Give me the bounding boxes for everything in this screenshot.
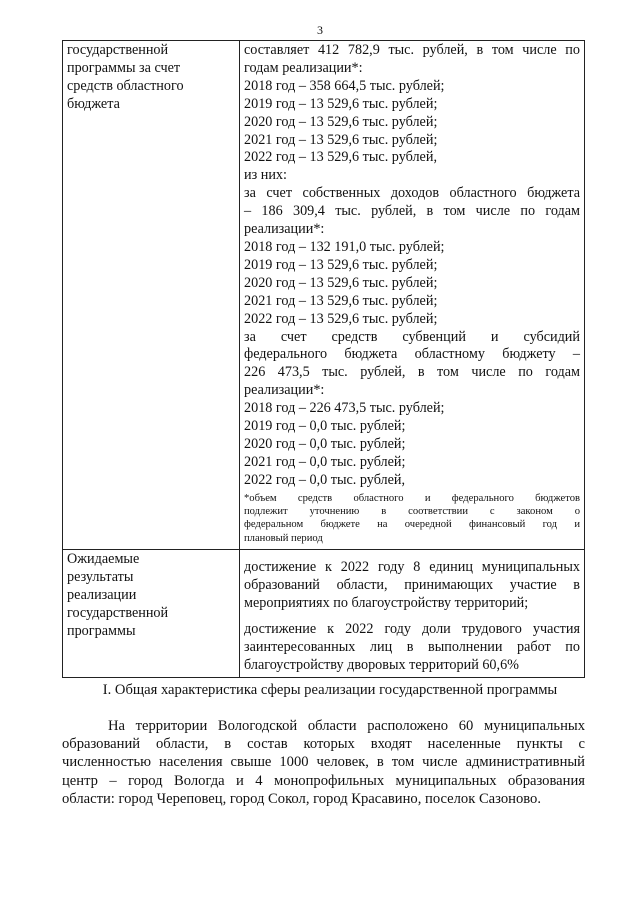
row-value-funding: составляет 412 782,9 тыс. рублей, в том числе по годам реализации*: 2018 год – 358 664,5 тыс. рублей; 2019 год – 13 529,6 тыс. рублей; 2020 год – 13 529,6 тыс. рублей; 2021 год – 13 529,6 тыс. рублей; 2022 год – 13 529,6 тыс. рублей, из них: за счет собственных доходов областного бюджета – 186 309,4 тыс. рублей, в том числе по годам реализации*: 2018 год – 132 191,0 тыс. рублей; 2019 год – 13 529,6 тыс. рублей; 2020 год – 13 529,6 тыс. рублей; 2021 год – 13 529,6 тыс. рублей; 2022 год – 13 529,6 тыс. рублей; за счет средств субвенций и субсидий федерального бюджета областному бюджету – 226 473,5 тыс. рублей, в том числе по годам реализации*: 2018 год – 226 473,5 тыс. рублей; 2019 год – 0,0 тыс. рублей; 2020 год – 0,0 тыс. рублей; 2021 год – 0,0 тыс. рублей; 2022 год – 0,0 тыс. рублей, *объем средств областного и федерального бюджетов подлежит уточнению в соответствии с законом о федеральном бюджете на очередной финансовый год и плановый период <box>240 41 585 550</box>
section-heading: I. Общая характеристика сферы реализации государственной программы <box>102 682 558 698</box>
from-them-label: из них: <box>244 167 287 184</box>
result-item: достижение к 2022 году 8 единиц муниципальных образований области, принимающих участие в мероприятиях по благоустройству территорий; <box>244 559 580 612</box>
row-value-expected-results <box>240 550 585 677</box>
year-line: 2021 год – 13 529,6 тыс. рублей; <box>244 292 438 309</box>
program-passport-table <box>62 40 585 678</box>
year-line: 2019 год – 13 529,6 тыс. рублей; <box>244 256 438 273</box>
year-line: 2018 год – 132 191,0 тыс. рублей; <box>244 238 445 255</box>
year-line: 2018 год – 358 664,5 тыс. рублей; <box>244 77 445 94</box>
year-line: 2022 год – 13 529,6 тыс. рублей, <box>244 149 437 166</box>
year-line: 2018 год – 226 473,5 тыс. рублей; <box>244 400 445 417</box>
federal-funds-intro: за счет средств субвенций и субсидий <box>244 328 580 345</box>
row-label-funding: государственной программы за счет средств областного бюджета <box>63 41 240 550</box>
table-row-expected-results <box>63 550 585 677</box>
table-row-funding <box>63 41 585 550</box>
year-line: 2021 год – 13 529,6 тыс. рублей; <box>244 131 438 148</box>
row-label-expected-results: Ожидаемые результаты реализации государственной программы <box>63 550 240 677</box>
year-line: 2020 год – 13 529,6 тыс. рублей; <box>244 113 438 130</box>
year-line: 2020 год – 0,0 тыс. рублей; <box>244 435 406 452</box>
year-line: 2020 год – 13 529,6 тыс. рублей; <box>244 274 438 291</box>
body-paragraph: На территории Вологодской области расположено 60 муниципальных образований области, в состав которых входят населенные пункты с численностью населения свыше 1000 человек, в том числе административный центр – город Вологда и 4 монопрофильных муниципальных образования области: город Череповец, город Сокол, город Красавино, поселок Сазоново. <box>62 718 585 807</box>
year-line: 2022 год – 0,0 тыс. рублей, <box>244 471 406 488</box>
result-item: достижение к 2022 году доли трудового участия заинтересованных лиц в выполнении работ по благоустройству дворовых территорий 60,6% <box>244 621 580 673</box>
year-line: 2021 год – 0,0 тыс. рублей; <box>244 453 406 470</box>
page-number: 3 <box>317 23 323 37</box>
own-funds-intro: за счет собственных доходов областного бюджета <box>244 185 580 202</box>
footnote: *объем средств областного и федерального бюджетов подлежит уточнению в соответствии с законом о федеральном бюджете на очередной финансовый год и плановый период <box>244 492 580 544</box>
year-line: 2019 год – 0,0 тыс. рублей; <box>244 418 406 435</box>
year-line: 2019 год – 13 529,6 тыс. рублей; <box>244 95 438 112</box>
funding-intro: составляет 412 782,9 тыс. рублей, в том числе по <box>244 42 580 58</box>
year-line: 2022 год – 13 529,6 тыс. рублей; <box>244 310 438 327</box>
